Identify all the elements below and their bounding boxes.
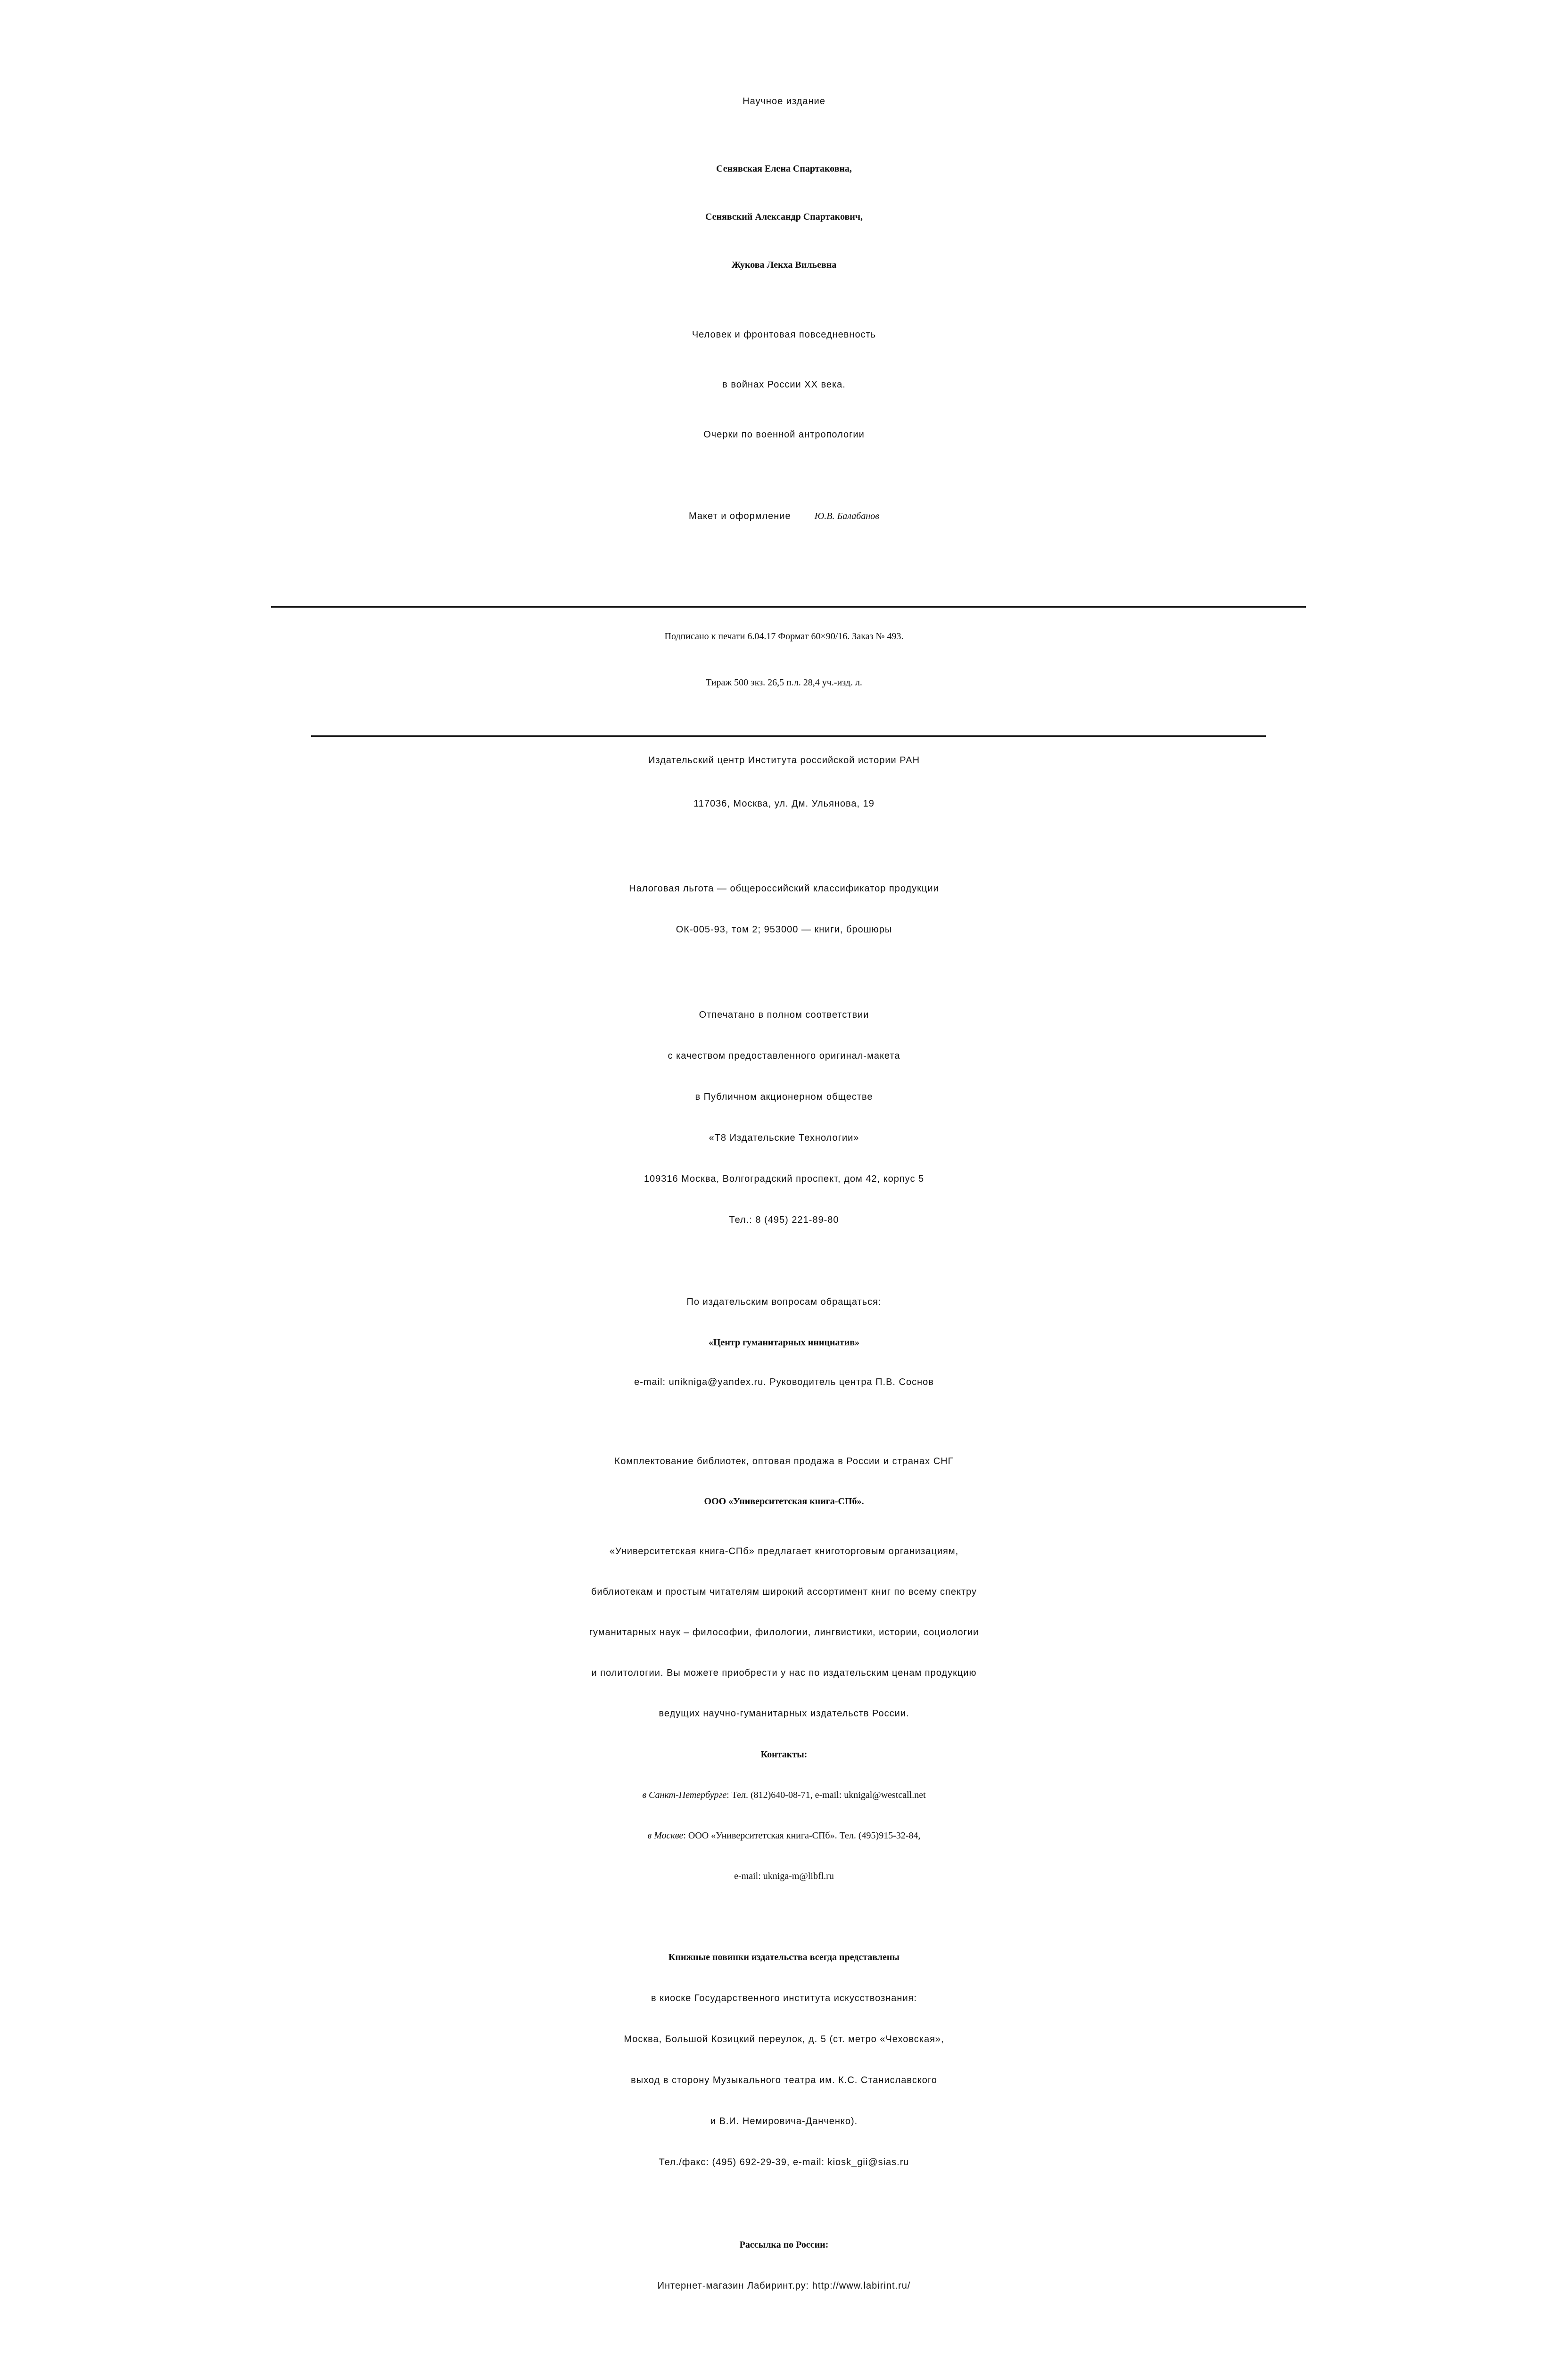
print-info-line-2: Тираж 500 экз. 26,5 п.л. 28,4 уч.-изд. л. xyxy=(706,677,862,688)
inquiries-intro: По издательским вопросам обращаться: xyxy=(686,1297,882,1307)
print-info-line-1: Подписано к печати 6.04.17 Формат 60×90/16. Заказ № 493. xyxy=(664,631,904,642)
layout-credit-name: Ю.В. Балабанов xyxy=(814,511,879,521)
book-title-line-2: в войнах России XX века. xyxy=(722,379,846,390)
library-description-4: и политологии. Вы можете приобрести у нас по издательским ценам продукцию xyxy=(591,1668,977,1678)
novelties-line-2: Москва, Большой Козицкий переулок, д. 5 (ст. метро «Чеховская», xyxy=(624,2034,944,2044)
printed-line-6: Тел.: 8 (495) 221-89-80 xyxy=(729,1215,839,1225)
divider-middle xyxy=(311,735,1266,737)
inquiries-org: «Центр гуманитарных инициатив» xyxy=(708,1337,860,1348)
printed-line-4: «Т8 Издательские Технологии» xyxy=(709,1133,859,1143)
author-2: Сенявский Александр Спартакович, xyxy=(705,212,863,222)
divider-top xyxy=(271,606,1306,608)
author-3: Жукова Лекха Вильевна xyxy=(731,260,837,270)
printed-line-2: с качеством предоставленного оригинал-макета xyxy=(668,1051,900,1061)
book-title-line-1: Человек и фронтовая повседневность xyxy=(692,330,876,340)
printed-line-1: Отпечатано в полном соответствии xyxy=(699,1010,869,1020)
author-1: Сенявская Елена Спартаковна, xyxy=(716,164,852,174)
printed-line-5: 109316 Москва, Волгоградский проспект, дом 42, корпус 5 xyxy=(644,1174,924,1184)
tax-line-1: Налоговая льгота — общероссийский классификатор продукции xyxy=(629,883,939,894)
contact-msk-label: в Москве xyxy=(647,1830,684,1841)
contact-spb xyxy=(0,1790,1568,1800)
distribution-heading: Рассылка по России: xyxy=(739,2240,829,2250)
inquiries-contact: e-mail: unikniga@yandex.ru. Руководитель центра П.В. Соснов xyxy=(634,1377,934,1387)
novelties-line-4: и В.И. Немировича-Данченко). xyxy=(710,2116,858,2126)
layout-credit-label: Макет и оформление xyxy=(689,511,791,521)
publisher-address: 117036, Москва, ул. Дм. Ульянова, 19 xyxy=(693,799,875,809)
library-description-3: гуманитарных наук – философии, филологии, лингвистики, истории, социологии xyxy=(589,1627,979,1638)
publisher-name: Издательский центр Института российской истории РАН xyxy=(648,755,920,766)
contacts-heading: Контакты: xyxy=(760,1749,808,1760)
library-org: ООО «Университетская книга-СПб». xyxy=(704,1496,864,1507)
contact-spb-label: в Санкт-Петербурге xyxy=(642,1790,727,1800)
novelties-line-5: Тел./факс: (495) 692-29-39, e-mail: kiosk_gii@sias.ru xyxy=(659,2157,909,2167)
contact-spb-text: : Тел. (812)640-08-71, e-mail: uknigal@westcall.net xyxy=(726,1790,926,1800)
contact-msk-text: : ООО «Университетская книга-СПб». Тел. (495)915-32-84, xyxy=(683,1830,921,1841)
printed-line-3: в Публичном акционерном обществе xyxy=(695,1092,873,1102)
distribution-line: Интернет-магазин Лабиринт.ру: http://www.labirint.ru/ xyxy=(657,2281,911,2291)
book-title-line-3: Очерки по военной антропологии xyxy=(703,429,865,440)
library-description-5: ведущих научно-гуманитарных издательств России. xyxy=(659,1708,909,1719)
tax-line-2: ОК-005-93, том 2; 953000 — книги, брошюры xyxy=(676,924,892,935)
novelties-line-1: в киоске Государственного института искусствознания: xyxy=(651,1993,917,2003)
contact-msk-email: e-mail: ukniga-m@libfl.ru xyxy=(734,1871,834,1881)
library-intro: Комплектование библиотек, оптовая продажа в России и странах СНГ xyxy=(614,1456,954,1467)
library-description-1: «Университетская книга-СПб» предлагает книготорговым организациям, xyxy=(609,1546,959,1557)
novelties-line-3: выход в сторону Музыкального театра им. К.С. Станиславского xyxy=(631,2075,937,2085)
novelties-heading: Книжные новинки издательства всегда представлены xyxy=(668,1952,900,1962)
layout-credit xyxy=(0,511,1568,521)
library-description-2: библиотекам и простым читателям широкий ассортимент книг по всему спектру xyxy=(591,1587,977,1597)
edition-type: Научное издание xyxy=(743,96,825,107)
contact-msk xyxy=(0,1831,1568,1840)
